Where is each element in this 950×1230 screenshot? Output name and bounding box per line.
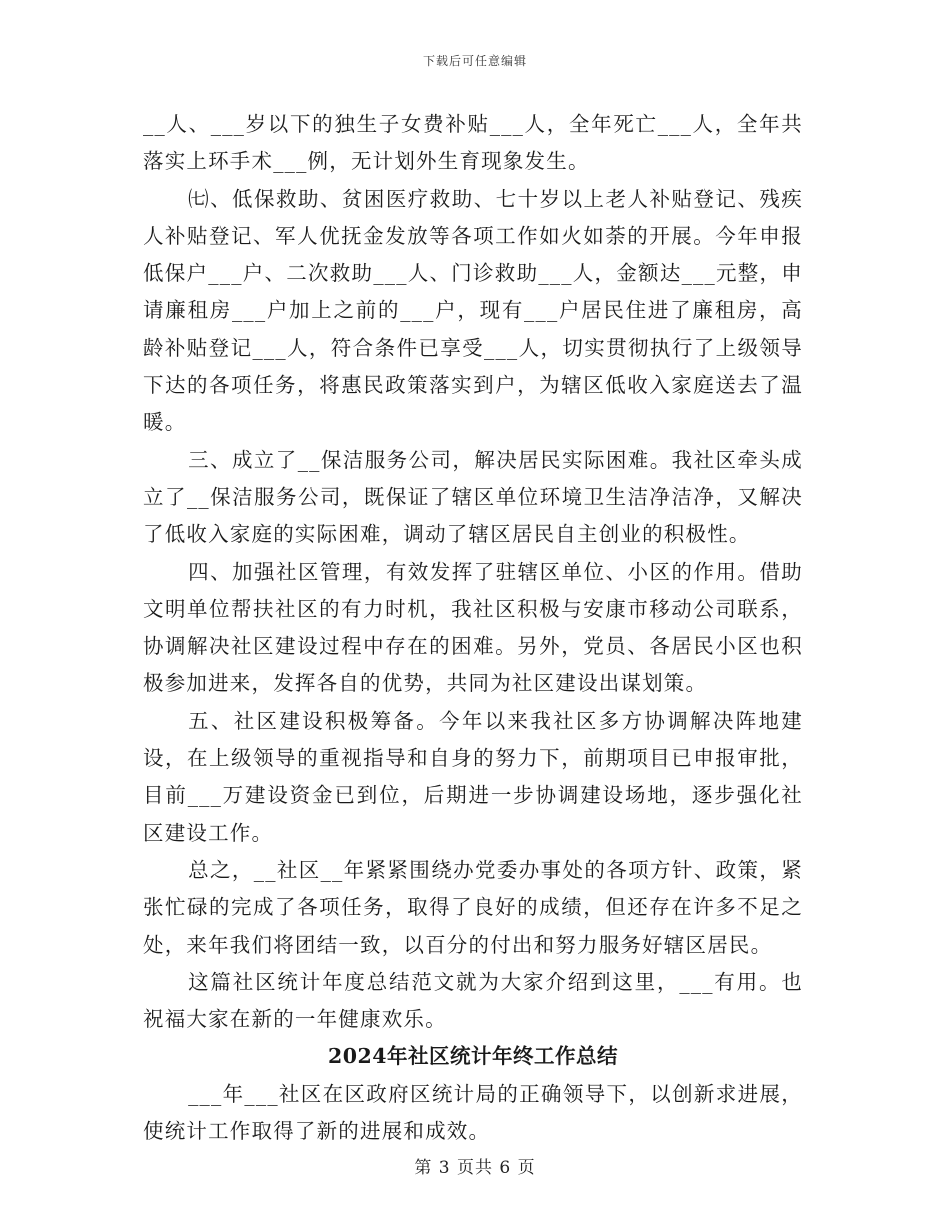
paragraph-relief-work: ㈦、低保救助、贫困医疗救助、七十岁以上老人补贴登记、残疾人补贴登记、军人优抚金发放等各项工作如火如荼的开展。今年申报低保户___户、二次救助___人、门诊救助___人，金额达___元整，申请廉租房___户加上之前的___户，现有___户居民住进了廉租房，高龄补贴登记___人，符合条件已享受___人，切实贯彻执行了上级领导下达的各项任务，将惠民政策落实到户，为辖区低收入家庭送去了温暖。: [143, 186, 803, 435]
paragraph-community-management: 四、加强社区管理，有效发挥了驻辖区单位、小区的作用。借助文明单位帮扶社区的有力时机，我社区积极与安康市移动公司联系，协调解决社区建设过程中存在的困难。另外，党员、各居民小区也积极参加进来，发挥各自的优势，共同为社区建设出谋划策。: [143, 559, 803, 696]
paragraph-summary: 总之，__社区__年紧紧围绕办党委办事处的各项方针、政策，紧张忙碌的完成了各项任务，取得了良好的成绩，但还存在许多不足之处，来年我们将团结一致，以百分的付出和努力服务好辖区居民。: [143, 857, 803, 957]
section-title: 2024年社区统计年终工作总结: [327, 1044, 619, 1069]
page-header: 下载后可任意编辑: [422, 54, 527, 68]
document-body: [143, 106, 803, 1150]
paragraph-continuation: __人、___岁以下的独生子女费补贴___人，全年死亡___人，全年共落实上环手术___例，无计划外生育现象发生。: [143, 112, 803, 174]
paragraph-statistics-intro: ___年___社区在区政府区统计局的正确领导下，以创新求进展，使统计工作取得了新的进展和成效。: [143, 1081, 803, 1144]
paragraph-cleaning-company: 三、成立了__保洁服务公司，解决居民实际困难。我社区牵头成立了__保洁服务公司，既保证了辖区单位环境卫生洁净洁净，又解决了低收入家庭的实际困难，调动了辖区居民自主创业的积极性。: [143, 447, 803, 547]
paragraph-community-construction: 五、社区建设积极筹备。今年以来我社区多方协调解决阵地建设，在上级领导的重视指导和自身的努力下，前期项目已申报审批，目前___万建设资金已到位，后期进一步协调建设场地，逐步强化社区建设工作。: [143, 708, 803, 845]
page-number: 第 3 页共 6 页: [414, 1158, 536, 1178]
paragraph-closing: 这篇社区统计年度总结范文就为大家介绍到这里，___有用。也祝福大家在新的一年健康欢乐。: [143, 969, 803, 1032]
